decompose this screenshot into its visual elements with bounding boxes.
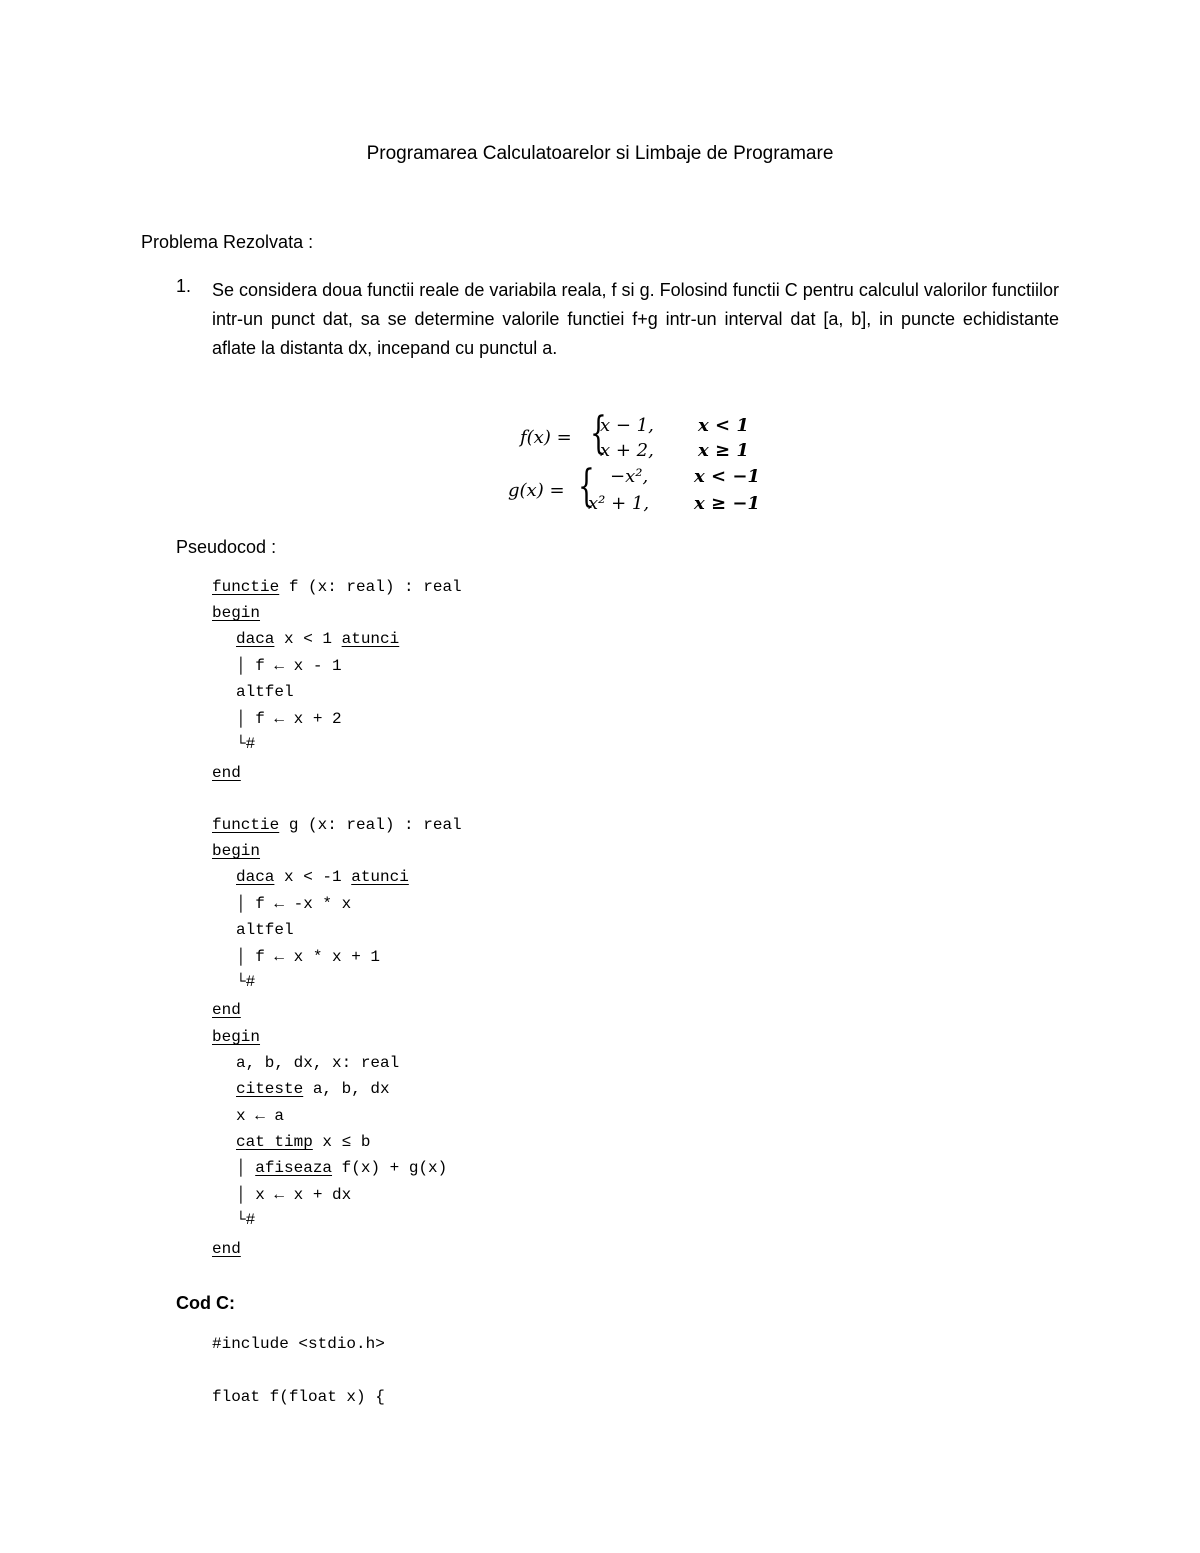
block-bar: │ (236, 1159, 246, 1177)
pseudocode-line (236, 657, 342, 675)
keyword: end (212, 764, 241, 782)
pseudocode-line (236, 895, 351, 913)
pseudocode-line (236, 948, 380, 966)
code-text: f ← x * x + 1 (245, 948, 381, 966)
formula-f-lhs: f(x) = (520, 427, 572, 448)
block-end-marker: └# (236, 1211, 256, 1229)
block-end-marker: └# (236, 735, 256, 753)
pseudocode-line (236, 1186, 351, 1204)
problem-statement: Se considera doua functii reale de variabila reala, f si g. Folosind functii C pentru calculul valorilor functiilor intr-un punct dat, sa se determine valorile functiei f+g intr-un interval dat [a, b], in puncte echidistante aflate la distanta dx, incepand cu punctul a. (212, 280, 1059, 358)
formula-f-case1-cond: x < 1 (698, 415, 749, 436)
keyword: functie (212, 816, 280, 834)
pseudocode-line (212, 816, 462, 834)
code-text: f ← x - 1 (245, 657, 342, 675)
code-text: f ← -x * x (245, 895, 352, 913)
keyword: begin (212, 604, 261, 622)
section-heading-code: Cod C: (176, 1293, 235, 1313)
code-text: x ≤ b (312, 1133, 371, 1151)
code-text: altfel (236, 683, 294, 701)
formula-g-brace: { (578, 461, 595, 512)
code-text: a, b, dx, x: real (236, 1054, 400, 1072)
keyword: begin (212, 842, 261, 860)
keyword: atunci (351, 868, 409, 886)
keyword: citeste (236, 1080, 304, 1098)
formula-g-case2-cond: x ≥ −1 (694, 493, 760, 514)
code-text: x < 1 (274, 630, 342, 648)
code-text: x ← a (236, 1107, 285, 1125)
code-text: a, b, dx (303, 1080, 390, 1098)
pseudocode-line (236, 1080, 390, 1098)
block-end-marker: └# (236, 973, 256, 991)
keyword: atunci (341, 630, 400, 648)
code-text: x ← x + dx (245, 1186, 352, 1204)
pseudocode-line (236, 1159, 447, 1177)
code-text: f(x) + g(x) (332, 1159, 448, 1177)
block-bar: │ (236, 895, 246, 913)
list-item-number: 1. (176, 276, 192, 296)
keyword: afiseaza (255, 1159, 333, 1177)
formula-f-case1-expr: x − 1, (600, 415, 654, 436)
code-line: float f(float x) { (212, 1388, 385, 1406)
code-text: x < -1 (274, 868, 352, 886)
pseudocode-line (236, 868, 409, 886)
formula-f-case2-cond: x ≥ 1 (698, 440, 749, 461)
section-heading-pseudocode: Pseudocod : (176, 537, 277, 557)
formula-g-case1-cond: x < −1 (694, 466, 760, 487)
code-line: #include <stdio.h> (212, 1335, 385, 1353)
keyword: daca (236, 868, 275, 886)
pseudocode-line (212, 578, 462, 596)
keyword: daca (236, 630, 275, 648)
formula-g-case1-expr: −x², (610, 466, 649, 487)
formula-g-lhs: g(x) = (508, 480, 565, 501)
block-bar: │ (236, 657, 246, 675)
keyword: cat timp (236, 1133, 313, 1151)
section-heading-problem: Problema Rezolvata : (141, 232, 314, 252)
keyword: end (212, 1001, 241, 1019)
pseudocode-line (236, 710, 342, 728)
keyword: functie (212, 578, 280, 596)
formula-f-brace: { (590, 408, 607, 459)
pseudocode-line (236, 630, 399, 648)
block-bar: │ (236, 710, 246, 728)
block-bar: │ (236, 948, 246, 966)
page-title: Programarea Calculatoarelor si Limbaje de Programare (366, 143, 834, 164)
code-text: f ← x + 2 (245, 710, 342, 728)
formula-f-case2-expr: x + 2, (600, 440, 654, 461)
keyword: begin (212, 1028, 261, 1046)
code-text: altfel (236, 921, 294, 939)
pseudocode-line (236, 1133, 370, 1151)
keyword: end (212, 1240, 241, 1258)
formula-g-case2-expr: x² + 1, (588, 493, 650, 514)
block-bar: │ (236, 1186, 246, 1204)
code-text: f (x: real) : real (279, 578, 462, 596)
code-text: g (x: real) : real (279, 816, 462, 834)
